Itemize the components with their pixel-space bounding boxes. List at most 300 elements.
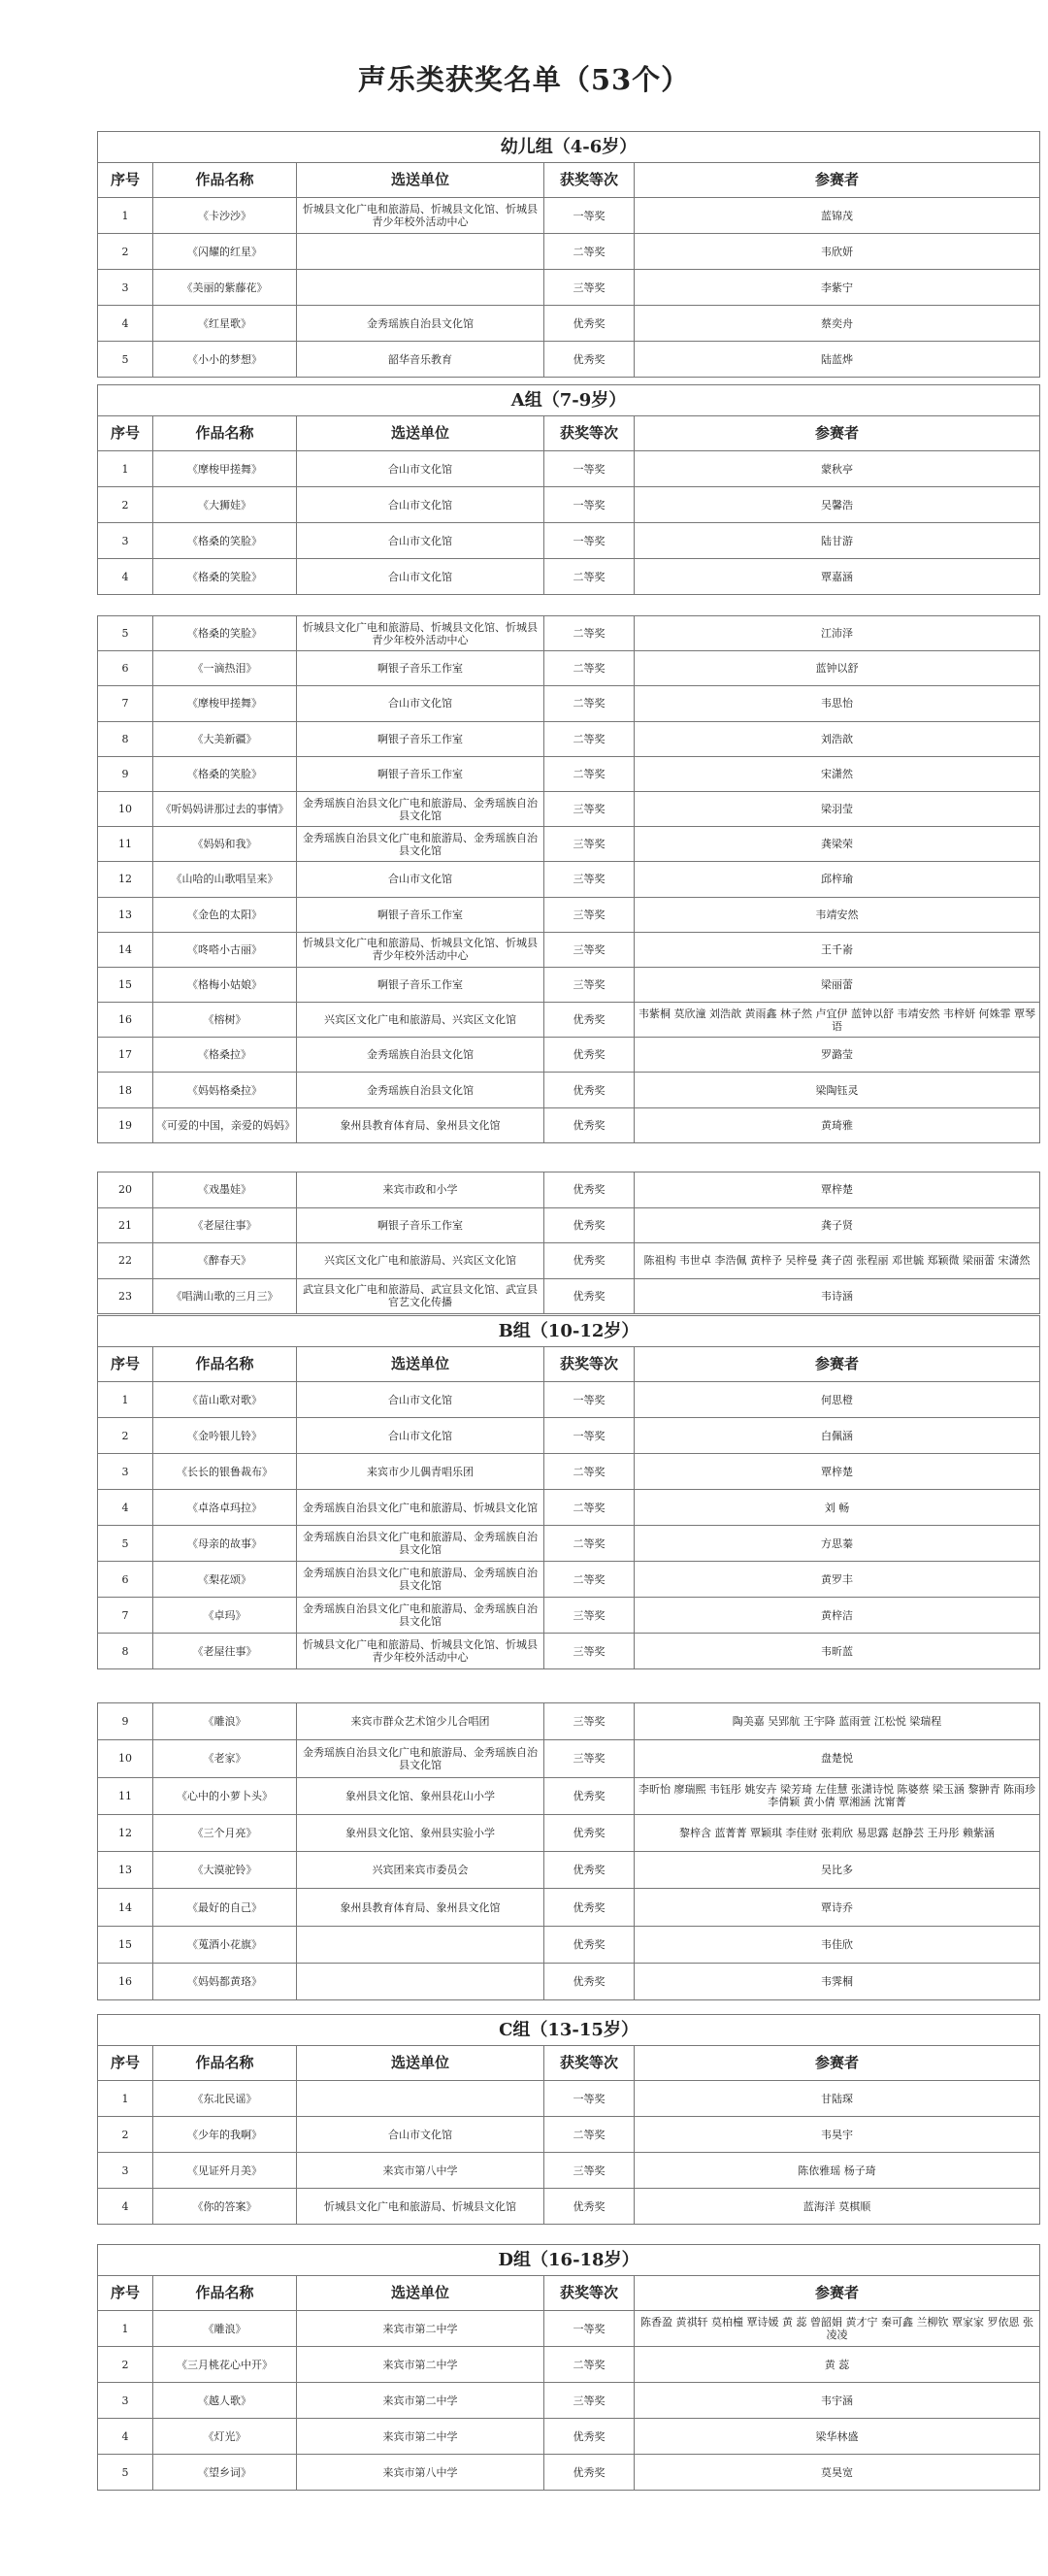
cell-winners: 黄罗丰 [635, 1562, 1040, 1598]
column-header-winners: 参赛者 [635, 1347, 1040, 1382]
header-row [98, 416, 1040, 451]
cell-level: 三等奖 [544, 2153, 635, 2189]
cell-winners: 陈香盈 黄祺轩 莫柏橦 覃诗媛 黄 蕊 曾韶娟 黄才宁 秦可鑫 兰柳钦 覃家家 罗依恩 张凌凌 [635, 2311, 1040, 2347]
cell-work: 《格梅小姑娘》 [153, 967, 297, 1002]
column-header-no: 序号 [98, 2046, 153, 2081]
cell-winners: 韦诗涵 [635, 1278, 1040, 1314]
table-row [98, 756, 1040, 791]
cell-winners: 覃嘉涵 [635, 559, 1040, 595]
cell-no: 13 [98, 1852, 153, 1889]
cell-unit: 合山市文化馆 [297, 2117, 544, 2153]
cell-no: 10 [98, 1740, 153, 1777]
cell-no: 3 [98, 2383, 153, 2419]
cell-no: 9 [98, 1703, 153, 1740]
cell-work: 《小小的梦想》 [153, 342, 297, 378]
cell-no: 14 [98, 1889, 153, 1926]
cell-unit: 金秀瑶族自治县文化广电和旅游局、金秀瑶族自治县文化馆 [297, 1740, 544, 1777]
cell-level: 二等奖 [544, 559, 635, 595]
column-header-no: 序号 [98, 2276, 153, 2311]
cell-unit: 兴宾区文化广电和旅游局、兴宾区文化馆 [297, 1003, 544, 1038]
cell-work: 《你的答案》 [153, 2189, 297, 2225]
award-table [97, 384, 1040, 595]
cell-unit [297, 234, 544, 270]
cell-no: 2 [98, 1418, 153, 1454]
table-row [98, 1207, 1040, 1243]
column-header-no: 序号 [98, 1347, 153, 1382]
cell-no: 3 [98, 2153, 153, 2189]
column-header-winners: 参赛者 [635, 416, 1040, 451]
cell-level: 优秀奖 [544, 1964, 635, 2000]
cell-level: 三等奖 [544, 1634, 635, 1669]
table-row [98, 1634, 1040, 1669]
table-row [98, 306, 1040, 342]
cell-work: 《妈妈和我》 [153, 827, 297, 862]
table-row [98, 1454, 1040, 1490]
cell-work: 《山哈的山歌唱呈来》 [153, 862, 297, 897]
cell-level: 三等奖 [544, 862, 635, 897]
section-title: D组（16-18岁） [98, 2245, 1040, 2276]
cell-level: 一等奖 [544, 523, 635, 559]
cell-no: 4 [98, 1490, 153, 1526]
table-row [98, 198, 1040, 234]
section-title: 幼儿组（4-6岁） [98, 132, 1040, 163]
cell-no: 1 [98, 2311, 153, 2347]
cell-winners: 韦昊宇 [635, 2117, 1040, 2153]
cell-no: 7 [98, 1598, 153, 1634]
table-row [98, 234, 1040, 270]
cell-level: 优秀奖 [544, 2189, 635, 2225]
table-row [98, 1814, 1040, 1851]
cell-no: 15 [98, 967, 153, 1002]
cell-work: 《美丽的紫藤花》 [153, 270, 297, 306]
cell-unit: 象州县教育体育局、象州县文化馆 [297, 1107, 544, 1142]
award-table [97, 1315, 1040, 1669]
cell-no: 16 [98, 1964, 153, 2000]
cell-work: 《雕浪》 [153, 2311, 297, 2347]
cell-no: 23 [98, 1278, 153, 1314]
column-header-level: 获奖等次 [544, 1347, 635, 1382]
cell-level: 优秀奖 [544, 1777, 635, 1814]
cell-no: 5 [98, 616, 153, 651]
column-header-winners: 参赛者 [635, 2046, 1040, 2081]
cell-no: 4 [98, 2189, 153, 2225]
cell-unit: 忻城县文化广电和旅游局、忻城县文化馆、忻城县青少年校外活动中心 [297, 1634, 544, 1669]
cell-winners: 龚子贤 [635, 1207, 1040, 1243]
cell-unit: 合山市文化馆 [297, 686, 544, 721]
table-row [98, 932, 1040, 967]
award-table [97, 1702, 1040, 2000]
cell-no: 4 [98, 306, 153, 342]
cell-unit: 来宾市第八中学 [297, 2455, 544, 2491]
cell-no: 4 [98, 559, 153, 595]
cell-level: 三等奖 [544, 827, 635, 862]
cell-no: 3 [98, 270, 153, 306]
cell-no: 6 [98, 651, 153, 686]
column-header-work: 作品名称 [153, 163, 297, 198]
cell-winners: 梁陶钰灵 [635, 1073, 1040, 1107]
column-header-work: 作品名称 [153, 416, 297, 451]
cell-work: 《老屋往事》 [153, 1634, 297, 1669]
cell-winners: 梁丽蕾 [635, 967, 1040, 1002]
cell-winners: 李紫宁 [635, 270, 1040, 306]
cell-level: 二等奖 [544, 1454, 635, 1490]
cell-work: 《妈妈都黄珞》 [153, 1964, 297, 2000]
cell-level: 二等奖 [544, 651, 635, 686]
award-table [97, 2244, 1040, 2491]
cell-work: 《戏墨娃》 [153, 1172, 297, 1208]
cell-unit: 合山市文化馆 [297, 487, 544, 523]
cell-unit: 来宾市政和小学 [297, 1172, 544, 1208]
cell-winners: 王千嵛 [635, 932, 1040, 967]
cell-unit: 啊银子音乐工作室 [297, 967, 544, 1002]
cell-level: 优秀奖 [544, 1003, 635, 1038]
cell-no: 4 [98, 2419, 153, 2455]
table-row [98, 1490, 1040, 1526]
column-header-level: 获奖等次 [544, 2276, 635, 2311]
table-row [98, 1889, 1040, 1926]
cell-winners: 白佩涵 [635, 1418, 1040, 1454]
cell-no: 5 [98, 1526, 153, 1562]
table-row [98, 1598, 1040, 1634]
cell-level: 三等奖 [544, 791, 635, 826]
cell-no: 11 [98, 1777, 153, 1814]
cell-unit: 忻城县文化广电和旅游局、忻城县文化馆、忻城县青少年校外活动中心 [297, 932, 544, 967]
cell-unit: 啊银子音乐工作室 [297, 721, 544, 756]
cell-winners: 韦昕蓝 [635, 1634, 1040, 1669]
cell-winners: 吴馨浩 [635, 487, 1040, 523]
cell-unit: 合山市文化馆 [297, 559, 544, 595]
cell-no: 10 [98, 791, 153, 826]
cell-no: 1 [98, 451, 153, 487]
cell-no: 9 [98, 756, 153, 791]
cell-no: 8 [98, 721, 153, 756]
cell-work: 《醉春天》 [153, 1243, 297, 1279]
page-title: 声乐类获奖名单（53个） [357, 63, 691, 96]
cell-no: 6 [98, 1562, 153, 1598]
cell-winners: 龚梁荣 [635, 827, 1040, 862]
column-header-level: 获奖等次 [544, 163, 635, 198]
cell-winners: 韦宇涵 [635, 2383, 1040, 2419]
cell-level: 三等奖 [544, 2383, 635, 2419]
cell-work: 《心中的小萝卜头》 [153, 1777, 297, 1814]
cell-level: 三等奖 [544, 1703, 635, 1740]
table-row [98, 1526, 1040, 1562]
cell-work: 《听妈妈讲那过去的事情》 [153, 791, 297, 826]
cell-unit [297, 1926, 544, 1963]
table-row [98, 2153, 1040, 2189]
cell-work: 《咚嗒小古丽》 [153, 932, 297, 967]
cell-winners: 李昕怡 廖瑞熙 韦钰彤 姚安卉 梁芳琦 左佳慧 张潇诗悦 陈婆蔡 梁玉涵 黎翀青 陈雨珍 李倩颖 黄小倩 覃湘涵 沈甯菁 [635, 1777, 1040, 1814]
cell-unit: 象州县文化馆、象州县实验小学 [297, 1814, 544, 1851]
column-header-no: 序号 [98, 416, 153, 451]
cell-unit: 忻城县文化广电和旅游局、忻城县文化馆、忻城县青少年校外活动中心 [297, 616, 544, 651]
cell-unit: 金秀瑶族自治县文化广电和旅游局、金秀瑶族自治县文化馆 [297, 1598, 544, 1634]
cell-level: 三等奖 [544, 1598, 635, 1634]
table-row [98, 1073, 1040, 1107]
cell-level: 优秀奖 [544, 1207, 635, 1243]
cell-work: 《卡沙沙》 [153, 198, 297, 234]
table-row [98, 686, 1040, 721]
award-table [97, 131, 1040, 378]
cell-no: 2 [98, 2347, 153, 2383]
cell-unit: 金秀瑶族自治县文化馆 [297, 1038, 544, 1073]
award-table [97, 615, 1040, 1143]
table-row [98, 1038, 1040, 1073]
cell-unit: 金秀瑶族自治县文化广电和旅游局、忻城县文化馆 [297, 1490, 544, 1526]
table-row [98, 523, 1040, 559]
cell-no: 19 [98, 1107, 153, 1142]
cell-level: 三等奖 [544, 270, 635, 306]
cell-winners: 黄梓洁 [635, 1598, 1040, 1634]
cell-level: 三等奖 [544, 897, 635, 932]
cell-work: 《金吟银儿铃》 [153, 1418, 297, 1454]
cell-work: 《格桑的笑脸》 [153, 616, 297, 651]
cell-unit: 韶华音乐教育 [297, 342, 544, 378]
cell-level: 优秀奖 [544, 342, 635, 378]
cell-no: 5 [98, 2455, 153, 2491]
cell-no: 1 [98, 1382, 153, 1418]
cell-level: 优秀奖 [544, 1278, 635, 1314]
cell-winners: 韦思怡 [635, 686, 1040, 721]
cell-work: 《唱满山歌的三月三》 [153, 1278, 297, 1314]
cell-level: 优秀奖 [544, 1073, 635, 1107]
cell-winners: 蒙秋亭 [635, 451, 1040, 487]
cell-work: 《闪耀的红星》 [153, 234, 297, 270]
cell-no: 17 [98, 1038, 153, 1073]
table-row [98, 2383, 1040, 2419]
cell-no: 5 [98, 342, 153, 378]
cell-unit: 兴宾区文化广电和旅游局、兴宾区文化馆 [297, 1243, 544, 1279]
table-row [98, 1418, 1040, 1454]
cell-no: 8 [98, 1634, 153, 1669]
table-row [98, 1777, 1040, 1814]
cell-work: 《金色的太阳》 [153, 897, 297, 932]
cell-work: 《梨花颂》 [153, 1562, 297, 1598]
cell-work: 《灯光》 [153, 2419, 297, 2455]
table-row [98, 487, 1040, 523]
cell-level: 优秀奖 [544, 2455, 635, 2491]
cell-level: 二等奖 [544, 686, 635, 721]
section-title: B组（10-12岁） [98, 1316, 1040, 1347]
cell-unit: 啊银子音乐工作室 [297, 756, 544, 791]
cell-work: 《蒐酒小花旗》 [153, 1926, 297, 1963]
cell-unit: 武宣县文化广电和旅游局、武宣县文化馆、武宣县官艺文化传播 [297, 1278, 544, 1314]
cell-no: 3 [98, 1454, 153, 1490]
cell-work: 《可爱的中国，亲爱的妈妈》 [153, 1107, 297, 1142]
cell-level: 三等奖 [544, 932, 635, 967]
cell-level: 二等奖 [544, 2347, 635, 2383]
cell-unit: 象州县教育体育局、象州县文化馆 [297, 1889, 544, 1926]
table-row [98, 1740, 1040, 1777]
column-header-unit: 选送单位 [297, 163, 544, 198]
cell-unit: 合山市文化馆 [297, 451, 544, 487]
cell-level: 二等奖 [544, 721, 635, 756]
cell-work: 《榕树》 [153, 1003, 297, 1038]
column-header-unit: 选送单位 [297, 2276, 544, 2311]
cell-level: 三等奖 [544, 1740, 635, 1777]
table-row [98, 616, 1040, 651]
cell-level: 二等奖 [544, 234, 635, 270]
cell-winners: 韦靖安然 [635, 897, 1040, 932]
header-row [98, 2046, 1040, 2081]
cell-no: 2 [98, 2117, 153, 2153]
cell-unit: 啊银子音乐工作室 [297, 897, 544, 932]
cell-unit: 金秀瑶族自治县文化广电和旅游局、金秀瑶族自治县文化馆 [297, 791, 544, 826]
cell-unit: 合山市文化馆 [297, 862, 544, 897]
cell-winners: 莫昊宽 [635, 2455, 1040, 2491]
cell-work: 《大狮娃》 [153, 487, 297, 523]
cell-level: 优秀奖 [544, 1172, 635, 1208]
cell-level: 二等奖 [544, 616, 635, 651]
cell-level: 优秀奖 [544, 1889, 635, 1926]
cell-no: 1 [98, 2081, 153, 2117]
cell-level: 优秀奖 [544, 1243, 635, 1279]
cell-no: 12 [98, 862, 153, 897]
cell-unit: 来宾市第二中学 [297, 2347, 544, 2383]
cell-work: 《老家》 [153, 1740, 297, 1777]
table-row [98, 1926, 1040, 1963]
cell-work: 《少年的我啊》 [153, 2117, 297, 2153]
cell-winners: 刘浩歆 [635, 721, 1040, 756]
cell-unit: 忻城县文化广电和旅游局、忻城县文化馆、忻城县青少年校外活动中心 [297, 198, 544, 234]
table-row [98, 1562, 1040, 1598]
cell-work: 《望乡词》 [153, 2455, 297, 2491]
cell-unit: 象州县文化馆、象州县花山小学 [297, 1777, 544, 1814]
cell-level: 优秀奖 [544, 1926, 635, 1963]
table-row [98, 651, 1040, 686]
cell-work: 《妈妈格桑拉》 [153, 1073, 297, 1107]
cell-level: 二等奖 [544, 756, 635, 791]
cell-no: 3 [98, 523, 153, 559]
cell-level: 一等奖 [544, 2311, 635, 2347]
cell-winners: 韦霁桐 [635, 1964, 1040, 2000]
cell-winners: 何思橙 [635, 1382, 1040, 1418]
table-row [98, 2189, 1040, 2225]
table-row [98, 559, 1040, 595]
cell-unit [297, 270, 544, 306]
cell-no: 2 [98, 487, 153, 523]
table-row [98, 967, 1040, 1002]
section-title: A组（7-9岁） [98, 385, 1040, 416]
cell-winners: 梁羽莹 [635, 791, 1040, 826]
cell-work: 《卓洛卓玛拉》 [153, 1490, 297, 1526]
cell-unit: 合山市文化馆 [297, 1418, 544, 1454]
cell-winners: 黎梓含 蓝菁菁 覃颖琪 李佳财 张莉欣 易思露 赵静芸 王丹彤 赖紫涵 [635, 1814, 1040, 1851]
cell-winners: 罗潞莹 [635, 1038, 1040, 1073]
cell-work: 《苗山歌对歌》 [153, 1382, 297, 1418]
column-header-work: 作品名称 [153, 2276, 297, 2311]
cell-no: 7 [98, 686, 153, 721]
cell-winners: 甘陆琛 [635, 2081, 1040, 2117]
cell-winners: 陈依雅瑶 杨子琦 [635, 2153, 1040, 2189]
table-row [98, 270, 1040, 306]
cell-work: 《摩梭甲搓舞》 [153, 451, 297, 487]
cell-winners: 方思蓁 [635, 1526, 1040, 1562]
cell-work: 《一滴热泪》 [153, 651, 297, 686]
cell-level: 一等奖 [544, 2081, 635, 2117]
cell-unit: 啊银子音乐工作室 [297, 651, 544, 686]
cell-winners: 蓝海洋 莫棋顺 [635, 2189, 1040, 2225]
cell-winners: 陆蓝烨 [635, 342, 1040, 378]
cell-work: 《长长的银鲁裁布》 [153, 1454, 297, 1490]
header-row [98, 163, 1040, 198]
cell-unit: 来宾市第二中学 [297, 2419, 544, 2455]
cell-winners: 盘楚悦 [635, 1740, 1040, 1777]
cell-level: 优秀奖 [544, 2419, 635, 2455]
cell-level: 二等奖 [544, 2117, 635, 2153]
column-header-no: 序号 [98, 163, 153, 198]
cell-unit [297, 1964, 544, 2000]
cell-winners: 蓝钟以舒 [635, 651, 1040, 686]
table-row [98, 2311, 1040, 2347]
section-title: C组（13-15岁） [98, 2015, 1040, 2046]
cell-work: 《红星歌》 [153, 306, 297, 342]
cell-unit: 来宾市少儿偶青唱乐团 [297, 1454, 544, 1490]
cell-unit: 忻城县文化广电和旅游局、忻城县文化馆 [297, 2189, 544, 2225]
table-row [98, 721, 1040, 756]
cell-level: 二等奖 [544, 1526, 635, 1562]
cell-unit: 来宾市第八中学 [297, 2153, 544, 2189]
cell-level: 一等奖 [544, 1418, 635, 1454]
cell-unit: 金秀瑶族自治县文化馆 [297, 306, 544, 342]
cell-level: 一等奖 [544, 487, 635, 523]
cell-winners: 黄琦雅 [635, 1107, 1040, 1142]
table-row [98, 1003, 1040, 1038]
column-header-level: 获奖等次 [544, 416, 635, 451]
cell-winners: 覃梓楚 [635, 1454, 1040, 1490]
table-row [98, 2455, 1040, 2491]
column-header-winners: 参赛者 [635, 2276, 1040, 2311]
cell-unit: 合山市文化馆 [297, 1382, 544, 1418]
header-row [98, 2276, 1040, 2311]
cell-unit: 啊银子音乐工作室 [297, 1207, 544, 1243]
table-row [98, 342, 1040, 378]
table-row [98, 1703, 1040, 1740]
column-header-level: 获奖等次 [544, 2046, 635, 2081]
cell-unit: 来宾市群众艺术馆少儿合唱团 [297, 1703, 544, 1740]
cell-level: 优秀奖 [544, 1107, 635, 1142]
cell-winners: 吴比多 [635, 1852, 1040, 1889]
award-table [97, 2014, 1040, 2225]
table-row [98, 1852, 1040, 1889]
cell-work: 《摩梭甲搓舞》 [153, 686, 297, 721]
table-row [98, 2117, 1040, 2153]
table-row [98, 1243, 1040, 1279]
table-row [98, 862, 1040, 897]
cell-work: 《卓玛》 [153, 1598, 297, 1634]
table-row [98, 1382, 1040, 1418]
cell-work: 《格桑拉》 [153, 1038, 297, 1073]
cell-winners: 陈祖构 韦世卓 李浩佩 黄梓予 吴梓曼 龚子茵 张程丽 邓世毓 郑颖微 梁丽蕾 宋潇然 [635, 1243, 1040, 1279]
cell-no: 22 [98, 1243, 153, 1279]
cell-unit: 来宾市第二中学 [297, 2311, 544, 2347]
cell-level: 二等奖 [544, 1490, 635, 1526]
table-row [98, 2419, 1040, 2455]
cell-unit: 兴宾团来宾市委员会 [297, 1852, 544, 1889]
cell-no: 2 [98, 234, 153, 270]
cell-work: 《老屋往事》 [153, 1207, 297, 1243]
cell-no: 13 [98, 897, 153, 932]
cell-no: 21 [98, 1207, 153, 1243]
cell-level: 优秀奖 [544, 1852, 635, 1889]
cell-no: 14 [98, 932, 153, 967]
cell-unit: 来宾市第二中学 [297, 2383, 544, 2419]
cell-unit: 合山市文化馆 [297, 523, 544, 559]
table-row [98, 2081, 1040, 2117]
cell-work: 《三月桃花心中开》 [153, 2347, 297, 2383]
table-row [98, 1278, 1040, 1314]
cell-work: 《格桑的笑脸》 [153, 756, 297, 791]
